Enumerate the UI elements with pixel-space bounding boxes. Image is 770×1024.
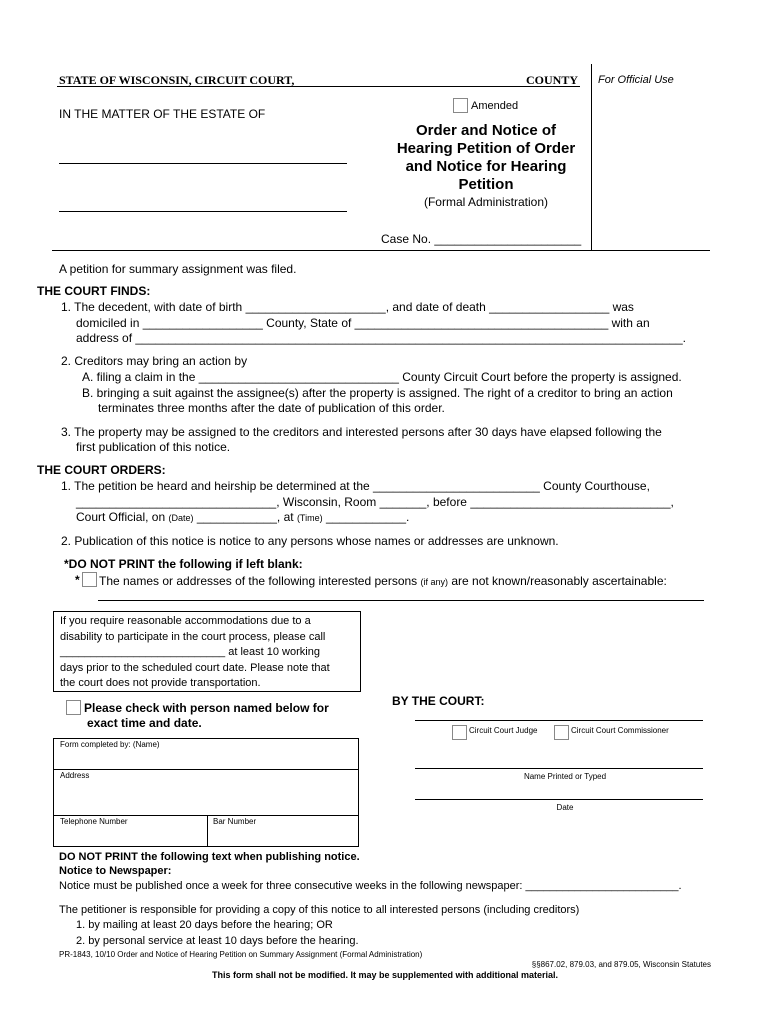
accommodation-phone-field[interactable]: ___________________________ at least 10 working (60, 646, 320, 658)
finding-2-option-a: A. filing a claim in the ______________________________ County Circuit Court before the property is assigned. (82, 370, 682, 384)
newspaper-field[interactable]: Notice must be published once a week for three consecutive weeks in the following newspaper: _________________________. (59, 880, 682, 892)
preparer-name-divider (53, 769, 358, 770)
order-1-line-2: ______________________________, Wisconsin, Room _______, before ______________________________, (76, 495, 674, 509)
completed-by-label: Form completed by: (Name) (60, 740, 160, 749)
petitioner-responsibility: The petitioner is responsible for providing a copy of this notice to all interested persons (including creditors) (59, 904, 580, 916)
case-number-field[interactable]: Case No. ______________________ (381, 232, 582, 246)
court-orders-heading: THE COURT ORDERS: (37, 463, 166, 477)
name-printed-line[interactable] (415, 768, 703, 769)
title-line-3: and Notice for Hearing (405, 158, 567, 175)
header-bottom-rule (52, 250, 710, 251)
official-use-label: For Official Use (598, 74, 674, 86)
court-official-label: Court Official, on (76, 510, 169, 524)
date-label: Date (556, 803, 574, 812)
finding-2-line-1: 2. Creditors may bring an action by (61, 354, 248, 368)
do-not-print-publishing: DO NOT PRINT the following text when publishing notice. (59, 851, 360, 863)
finding-1-line-3: address of __________________________________________________________________________________. (76, 331, 686, 345)
preparer-info-box (53, 738, 359, 847)
unknown-persons-checkbox[interactable] (82, 572, 97, 587)
check-person-checkbox[interactable] (66, 700, 81, 715)
time-hint: (Time) (296, 513, 323, 523)
state-court-caption: STATE OF WISCONSIN, CIRCUIT COURT, (59, 73, 295, 87)
notice-to-newspaper-heading: Notice to Newspaper: (59, 865, 172, 877)
finding-3-line-1: 3. The property may be assigned to the creditors and interested persons after 30 days have elapsed following the (61, 425, 662, 439)
order-1-line-3 (76, 510, 409, 524)
judge-label: Circuit Court Judge (469, 726, 538, 735)
order-1-line-1: 1. The petition be heard and heirship be determined at the _________________________ County Courthouse, (61, 479, 650, 493)
title-line-1: Order and Notice of (415, 122, 557, 139)
finding-1-line-1: 1. The decedent, with date of birth _____________________, and date of death __________________ was (61, 300, 634, 314)
phone-bar-divider (207, 815, 208, 846)
check-person-text: Please check with person named below for exact time and date. (84, 701, 329, 730)
finding-1-line-2: domiciled in __________________ County, State of ______________________________________ with an (76, 316, 650, 330)
estate-name-line-2[interactable] (59, 211, 347, 212)
judge-checkbox[interactable] (452, 725, 467, 740)
county-line (57, 86, 580, 87)
estate-name-line-1[interactable] (59, 163, 347, 164)
title-line-4: Petition (458, 176, 514, 193)
title-line-2: Hearing Petition of Order (396, 140, 576, 157)
date-line[interactable] (415, 799, 703, 800)
time-field[interactable]: ____________. (322, 510, 410, 524)
statutes-footer: §§867.02, 879.03, and 879.05, Wisconsin Statutes (531, 960, 711, 969)
form-subtitle: (Formal Administration) (423, 195, 549, 209)
no-modify-notice: This form shall not be modified. It may be supplemented with additional material. (211, 970, 559, 980)
date-hint: (Date) (168, 513, 194, 523)
amended-checkbox[interactable] (453, 98, 468, 113)
do-not-print-notice: *DO NOT PRINT the following if left blank: (64, 557, 303, 571)
address-label: Address (60, 771, 90, 780)
court-finds-heading: THE COURT FINDS: (37, 284, 151, 298)
estate-matter-label: IN THE MATTER OF THE ESTATE OF (59, 107, 266, 121)
asterisk: * (75, 573, 80, 587)
unknown-persons-text: The names or addresses of the following interested persons (if any) are not known/reasonably ascertainable: (99, 574, 667, 588)
name-printed-label: Name Printed or Typed (523, 772, 607, 781)
telephone-label: Telephone Number (60, 817, 128, 826)
service-option-2: 2. by personal service at least 10 days before the hearing. (76, 935, 359, 947)
accommodation-text: If you require reasonable accommodations due to a disability to participate in the court process, please call ___________________________ at least 10 working days prior to the scheduled court date. Please note that the court does not provide transportation. (60, 615, 330, 689)
unknown-persons-line[interactable] (98, 600, 704, 601)
amended-label: Amended (471, 100, 519, 112)
finding-2-option-b-line-1: B. bringing a suit against the assignee(s) after the property is assigned. The right of a creditor to bring an action (82, 386, 673, 400)
preparer-address-divider (53, 815, 358, 816)
county-label: COUNTY (526, 73, 579, 87)
order-2: 2. Publication of this notice is notice to any persons whose names or addresses are unknown. (61, 534, 559, 548)
form-id-footer: PR-1843, 10/10 Order and Notice of Hearing Petition on Summary Assignment (Formal Administration) (59, 950, 423, 959)
form-title (370, 122, 602, 194)
commissioner-checkbox[interactable] (554, 725, 569, 740)
intro-text: A petition for summary assignment was filed. (59, 262, 297, 276)
service-option-1: 1. by mailing at least 20 days before the hearing; OR (76, 919, 333, 931)
signature-line[interactable] (415, 720, 703, 721)
bar-number-label: Bar Number (213, 817, 257, 826)
commissioner-label: Circuit Court Commissioner (571, 726, 669, 735)
date-field[interactable]: ____________, at (193, 510, 297, 524)
finding-3-line-2: first publication of this notice. (76, 440, 231, 454)
by-the-court-heading: BY THE COURT: (392, 694, 485, 708)
finding-2-option-b-line-2: terminates three months after the date of publication of this order. (98, 401, 445, 415)
